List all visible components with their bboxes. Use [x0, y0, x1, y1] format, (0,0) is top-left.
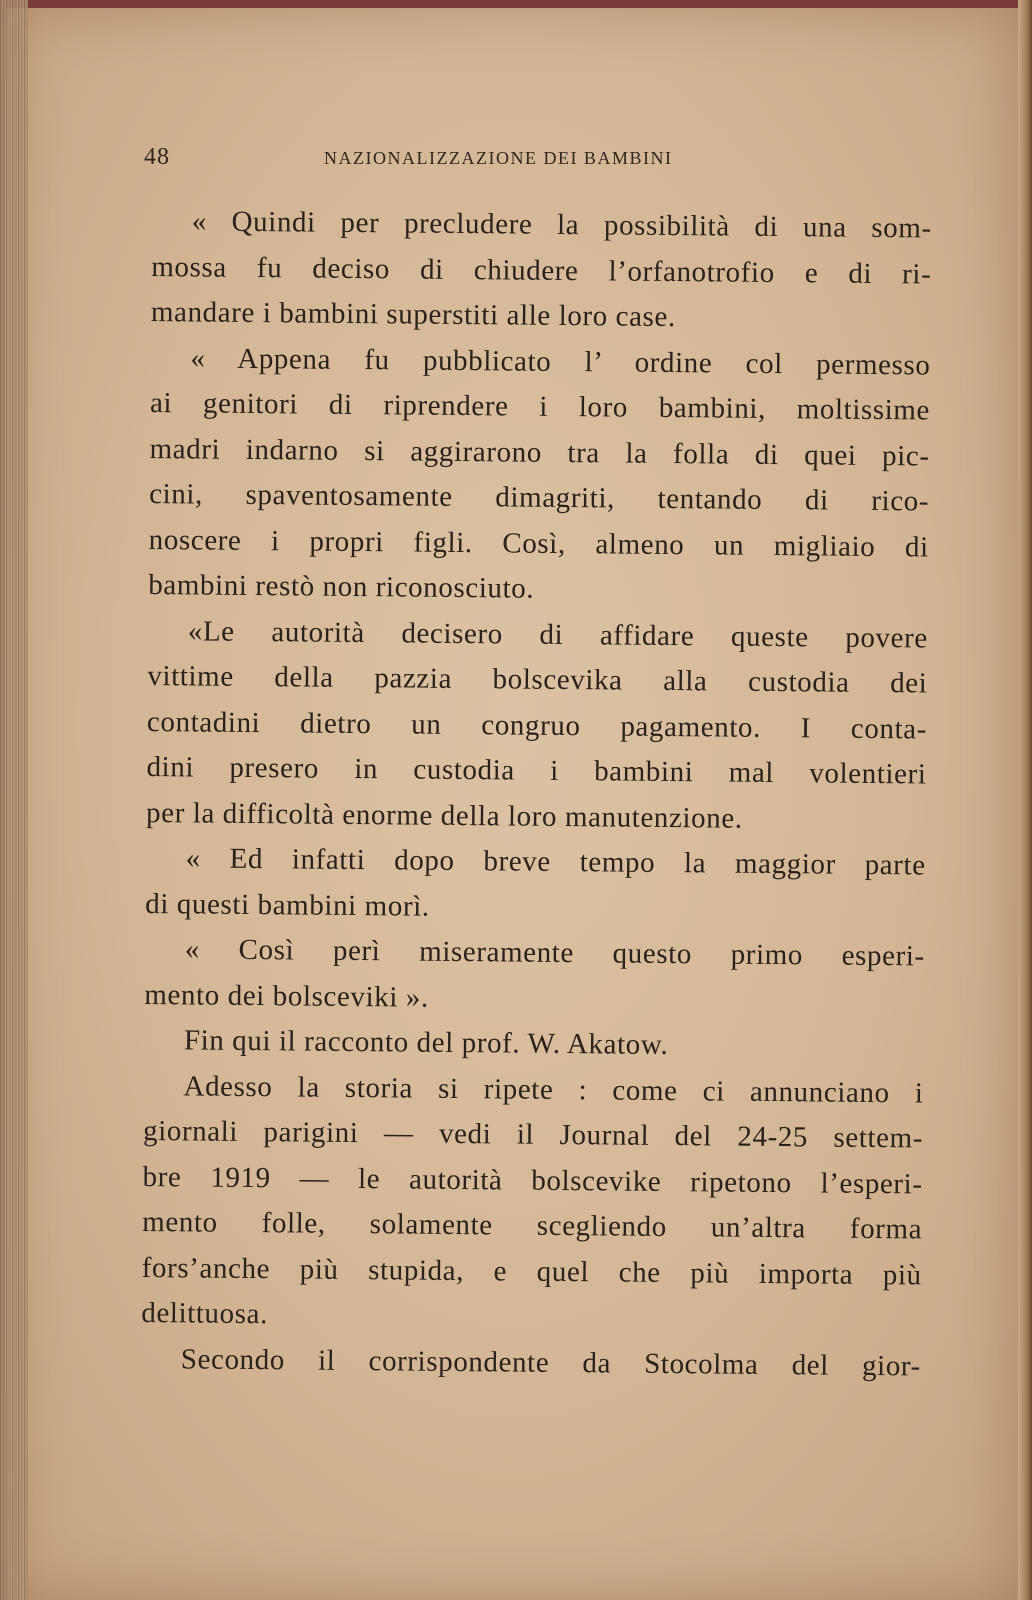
text-line: mossa fu deciso di chiudere l’orfanotrofio e di ri- [151, 250, 932, 290]
text-line: Fin qui il racconto del prof. W. Akatow. [183, 1024, 669, 1061]
book-binding-edge [0, 0, 28, 1600]
text-line: mento folle, solamente scegliendo un’altra forma [142, 1205, 923, 1246]
text-line: contadini dietro un congruo pagamento. I conta- [146, 705, 928, 745]
text-line: « Ed infatti dopo breve tempo la maggior parte [185, 842, 926, 882]
text-line: Secondo il corrispondente da Stocolma del gior- [180, 1342, 921, 1382]
text-line: delittuosa. [141, 1296, 269, 1331]
running-head [144, 144, 744, 174]
running-title: NAZIONALIZZAZIONE DEI BAMBINI [324, 148, 673, 168]
text-line: per la difficoltà enorme della loro manutenzione. [145, 796, 743, 835]
text-line: noscere i propri figli. Così, almeno un migliaio di [148, 523, 929, 563]
text-line: vittime della pazzia bolscevika alla custodia dei [147, 659, 928, 700]
text-line: ai genitori di riprendere i loro bambini, moltissime [149, 386, 931, 427]
page-right-edge [1018, 0, 1032, 1600]
text-line: madri indarno si aggirarono tra la folla di quei pic- [149, 432, 930, 472]
text-line: mandare i bambini superstiti alle loro case. [150, 295, 676, 334]
text-line: bre 1919 — le autorità bolscevike ripetono l’esperi- [142, 1160, 923, 1200]
text-line: bambini restò non riconosciuto. [148, 568, 535, 605]
text-line: « Così perì miseramente questo primo esperi- [184, 933, 925, 973]
text-line: giornali parigini — vedi il Journal del 24-25 settem- [142, 1114, 924, 1155]
text-line: «Le autorità decisero di affidare queste povere [187, 614, 928, 654]
text-line: « Quindi per precludere la possibilità di una som- [191, 205, 932, 245]
body-text [141, 199, 932, 1389]
book-page [6, 6, 1018, 1600]
page-number: 48 [144, 144, 170, 170]
text-line: mento dei bolsceviki ». [144, 978, 429, 1014]
text-line: « Appena fu pubblicato l’ ordine col permesso [190, 341, 931, 381]
book-cover-top-edge [0, 0, 1032, 8]
text-line: Adesso la storia si ripete : come ci annunciano i [183, 1069, 924, 1109]
text-line: cini, spaventosamente dimagriti, tentando di rico- [149, 477, 930, 518]
text-line: fors’anche più stupida, e quel che più importa più [141, 1251, 922, 1291]
text-line: dini presero in custodia i bambini mal volentieri [146, 750, 927, 791]
text-line: di questi bambini morì. [145, 887, 430, 923]
